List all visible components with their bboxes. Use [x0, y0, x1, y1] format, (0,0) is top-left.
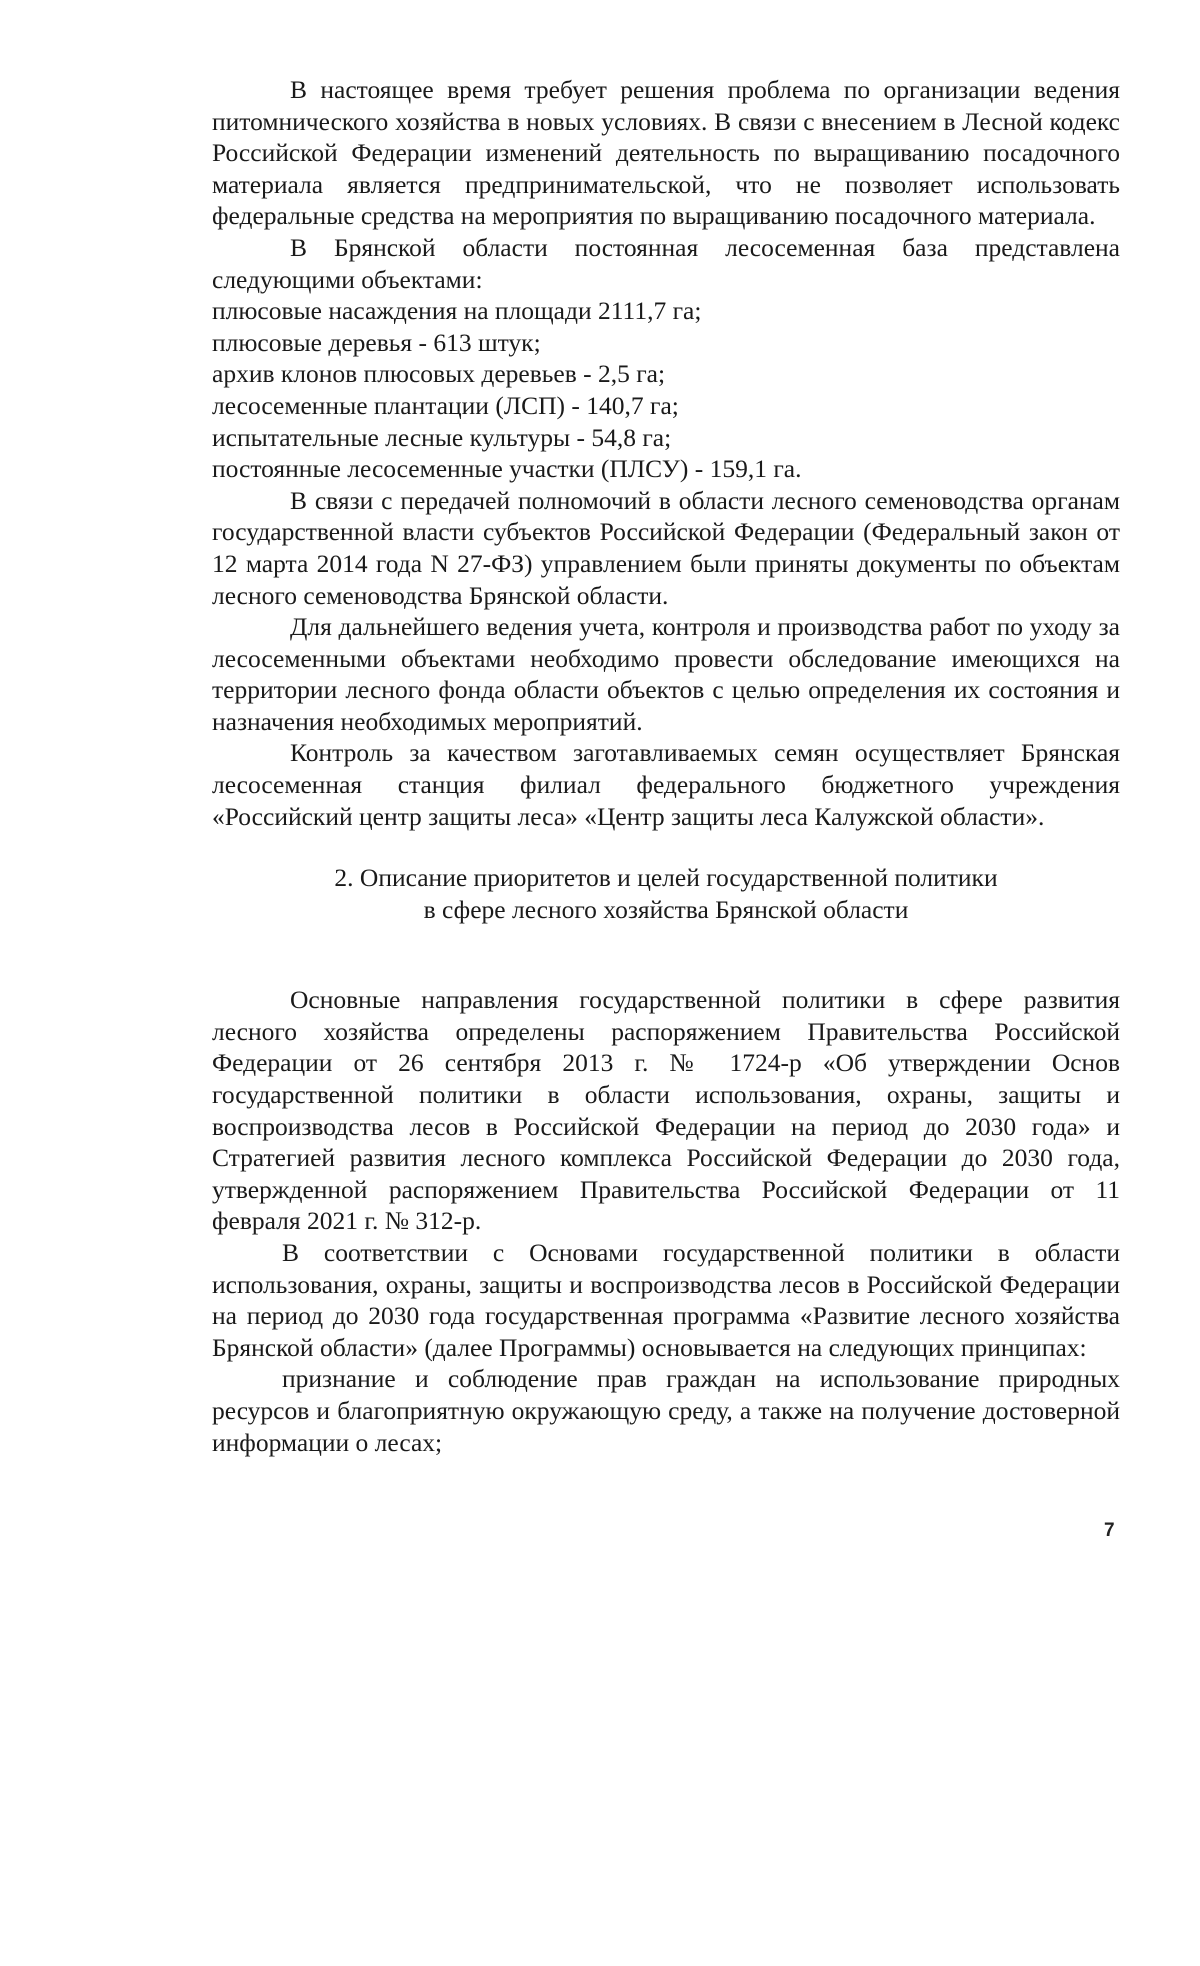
list-item: лесосеменные плантации (ЛСП) - 140,7 га; [212, 390, 679, 420]
list-item: испытательные лесные культуры - 54,8 га; [212, 422, 672, 452]
document-page [212, 74, 1120, 1458]
paragraph-powers-transfer: В связи с передачей полномочий в области лесного семеноводства органам государственной власти субъектов Российской Федерации (Федеральный закон от 12 марта 2014 года N 27-ФЗ) управлением были приняты документы по объектам лесного семеноводства Брянской области. [212, 485, 1120, 610]
paragraph-survey-needed: Для дальнейшего ведения учета, контроля и производства работ по уходу за лесосеменными объектами необходимо провести обследование имеющихся на территории лесного фонда области объектов с целью определения их состояния и назначения необходимых мероприятий. [212, 612, 1120, 736]
list-item: плюсовые деревья - 613 штук; [212, 327, 541, 357]
paragraph-nursery-problem: В настоящее время требует решения проблема по организации ведения питомнического хозяйства в новых условиях. В связи с внесением в Лесной кодекс Российской Федерации изменений деятельность по выращиванию посадочного материала является предпринимательской, что не позволяет использовать федеральные средства на мероприятия по выращиванию посадочного материала. [212, 75, 1120, 231]
list-item: плюсовые насаждения на площади 2111,7 га; [212, 296, 702, 326]
paragraph-seed-quality-control: Контроль за качеством заготавливаемых семян осуществляет Брянская лесосеменная станция филиал федерального бюджетного учреждения «Российский центр защиты леса» «Центр защиты леса Калужской области». [212, 738, 1120, 831]
paragraph-principle-citizens-rights: признание и соблюдение прав граждан на использование природных ресурсов и благоприятную окружающую среду, а также на получение достоверной информации о лесах; [212, 1364, 1120, 1457]
section-heading-line-2: в сфере лесного хозяйства Брянской области [423, 895, 909, 925]
list-item: постоянные лесосеменные участки (ПЛСУ) - 159,1 га. [212, 454, 802, 484]
page-number: 7 [1104, 1520, 1115, 1541]
paragraph-seed-base-intro: В Брянской области постоянная лесосеменная база представлена следующими объектами: [212, 232, 1120, 294]
section-heading-line-1: 2. Описание приоритетов и целей государственной политики [334, 863, 998, 893]
paragraph-policy-directions: Основные направления государственной политики в сфере развития лесного хозяйства определены распоряжением Правительства Российской Федерации от 26 сентября 2013 г. № 1724-р «Об утверждении Основ государственной политики в области использования, охраны, защиты и воспроизводства лесов в Российской Федерации на период до 2030 года» и Стратегией развития лесного комплекса Российской Федерации до 2030 года, утвержденной распоряжением Правительства Российской Федерации от 11 февраля 2021 г. № 312-р. [212, 985, 1120, 1236]
seed-base-list [212, 295, 1120, 485]
list-item: архив клонов плюсовых деревьев - 2,5 га; [212, 359, 666, 389]
paragraph-program-principles: В соответствии с Основами государственной политики в области использования, охраны, защиты и воспроизводства лесов в Российской Федерации на период до 2030 года государственная программа «Развитие лесного хозяйства Брянской области» (далее Программы) основывается на следующих принципах: [212, 1238, 1120, 1362]
